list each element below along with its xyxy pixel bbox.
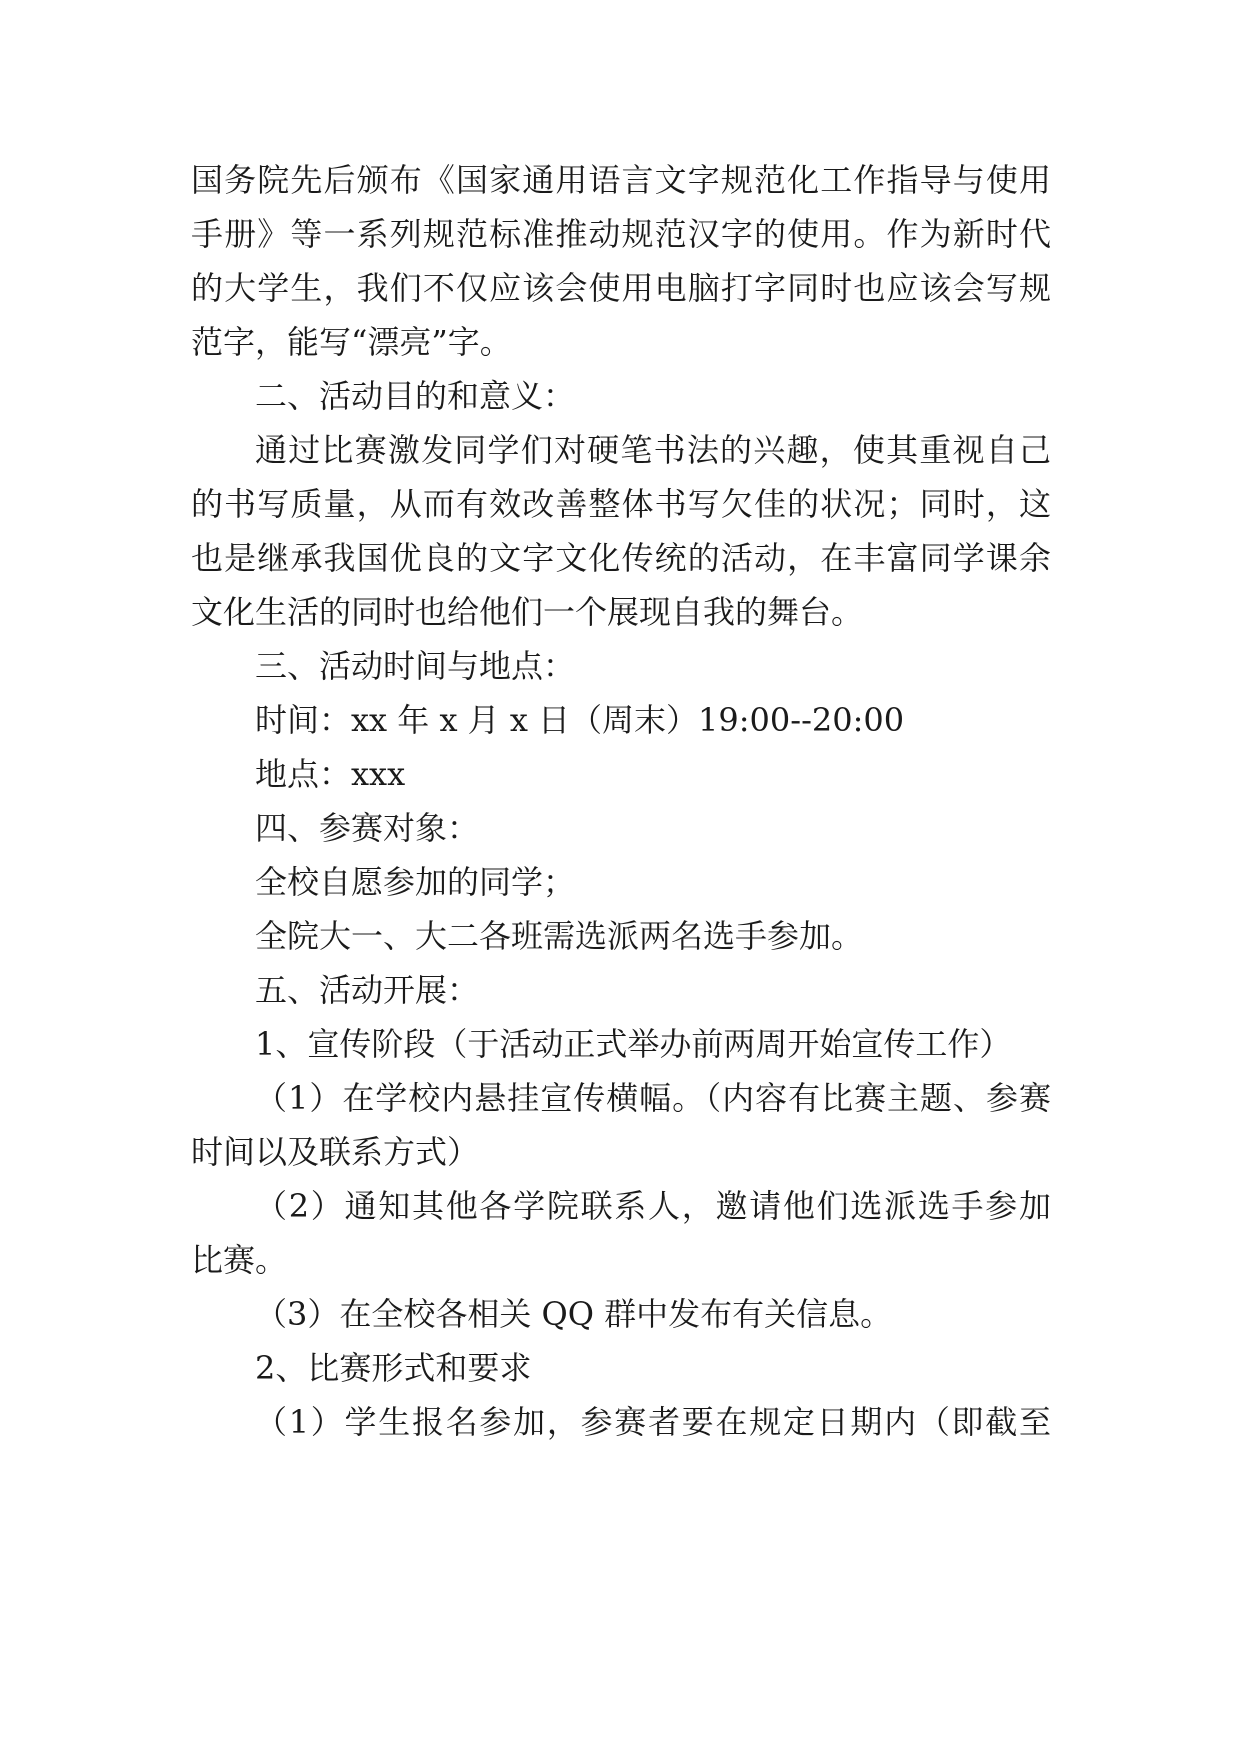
text-line: 范字，能写“漂亮”字。 [191, 323, 512, 361]
section-heading: 五、活动开展： [255, 971, 480, 1009]
text-line: 时间以及联系方式） [191, 1133, 480, 1171]
text-line: 的大学生，我们不仅应该会使用电脑打字同时也应该会写规 [191, 269, 1051, 307]
sub-heading: 1、宣传阶段（于活动正式举办前两周开始宣传工作） [255, 1025, 1012, 1063]
text-line: 全校自愿参加的同学； [255, 863, 576, 901]
text-line: 通过比赛激发同学们对硬笔书法的兴趣，使其重视自己 [255, 431, 1051, 469]
section-heading: 三、活动时间与地点： [255, 647, 576, 685]
text-line: 地点：xxx [255, 755, 406, 793]
text-line: （1）学生报名参加，参赛者要在规定日期内（即截至 [255, 1403, 1051, 1441]
text-line: 文化生活的同时也给他们一个展现自我的舞台。 [191, 593, 864, 631]
text-line: （2）通知其他各学院联系人，邀请他们选派选手参加 [255, 1187, 1051, 1225]
text-line: 时间：xx 年 x 月 x 日（周末）19:00--20:00 [255, 701, 905, 739]
text-line: 也是继承我国优良的文字文化传统的活动，在丰富同学课余 [191, 539, 1051, 577]
sub-heading: 2、比赛形式和要求 [255, 1349, 532, 1387]
text-line: 的书写质量，从而有效改善整体书写欠佳的状况；同时，这 [191, 485, 1051, 523]
text-line: 国务院先后颁布《国家通用语言文字规范化工作指导与使用 [191, 161, 1051, 199]
text-line: 全院大一、大二各班需选派两名选手参加。 [255, 917, 864, 955]
text-line: 手册》等一系列规范标准推动规范汉字的使用。作为新时代 [191, 215, 1051, 253]
text-line: （1）在学校内悬挂宣传横幅。（内容有比赛主题、参赛 [255, 1079, 1051, 1117]
text-line: 比赛。 [191, 1241, 288, 1279]
text-line: （3）在全校各相关 QQ 群中发布有关信息。 [255, 1295, 893, 1333]
section-heading: 二、活动目的和意义： [255, 377, 576, 415]
section-heading: 四、参赛对象： [255, 809, 480, 847]
